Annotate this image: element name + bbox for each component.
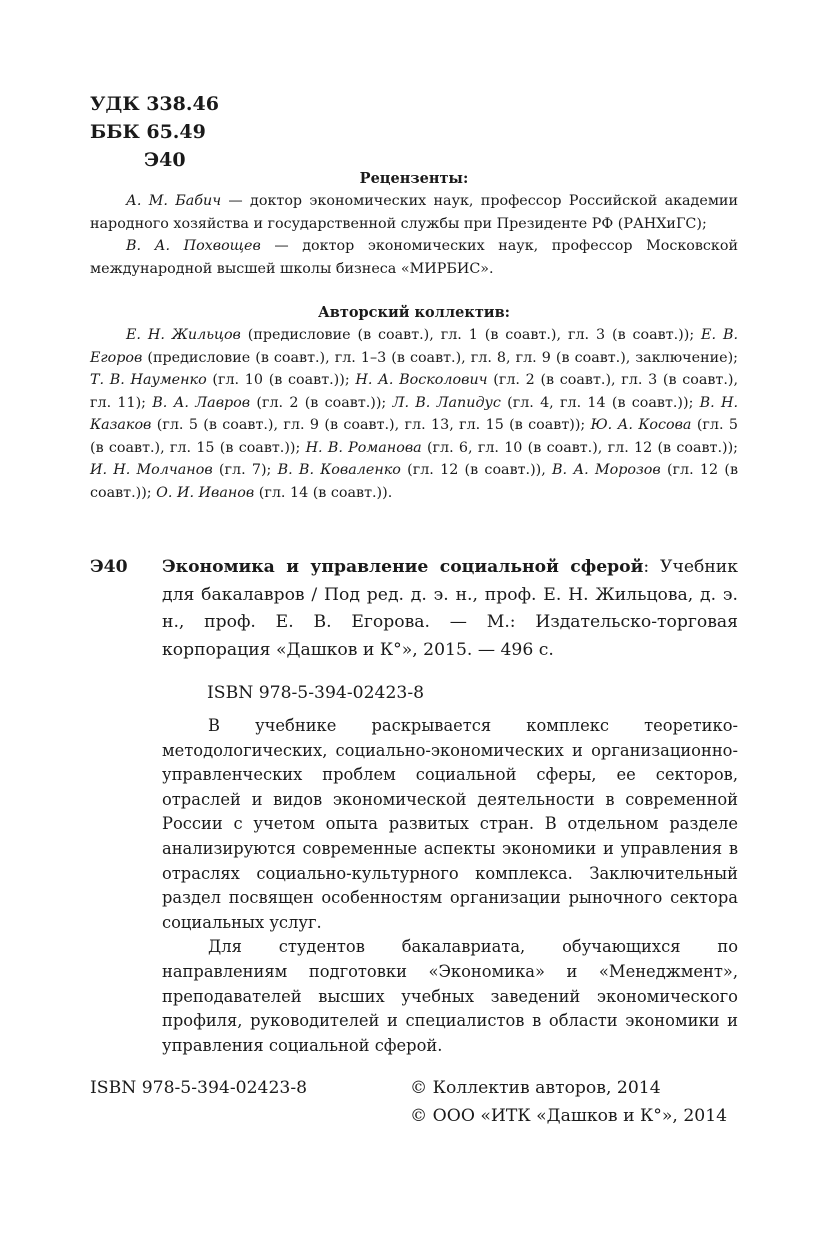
author-chapters: (гл. 4, гл. 14 (в соавт.)); bbox=[500, 394, 700, 411]
author-chapters: (гл. 5 (в соавт.), гл. 9 (в соавт.), гл. 13, гл. 15 (в соавт)); bbox=[151, 417, 591, 433]
author-chapters: (предисловие (в соавт.), гл. 1 (в соавт.), гл. 3 (в соавт.)); bbox=[240, 327, 702, 343]
author-chapters: (гл. 2 (в соавт.)); bbox=[250, 394, 393, 411]
reviewers-heading: Рецензенты: bbox=[359, 170, 469, 187]
card-code: Э40 bbox=[90, 557, 128, 577]
author-name: И. Н. Молчанов bbox=[90, 462, 213, 478]
reviewer-name: А. М. Бабич bbox=[126, 193, 222, 209]
footer-copyrights bbox=[410, 1075, 727, 1130]
authors-section bbox=[90, 302, 738, 504]
book-title: Экономика и управление социальной сферой bbox=[162, 557, 644, 577]
author-chapters: (гл. 12 (в соавт.)); bbox=[90, 462, 738, 501]
reviewer-1 bbox=[90, 190, 738, 235]
author-chapters: (предисловие (в соавт.), гл. 1–3 (в соавт.), гл. 8, гл. 9 (в соавт.), заключение); bbox=[142, 349, 738, 366]
author-chapters: (гл. 14 (в соавт.)). bbox=[254, 484, 393, 501]
reviewer-text: — доктор экономических наук, профессор Московской международной высшей школы бизнеса «МИРБИС». bbox=[90, 238, 738, 277]
annotation-paragraph-2: Для студентов бакалавриата, обучающихся по направлениям подготовки «Экономика» и «Менеджмент», преподавателей высших учебных заведений экономического профиля, руководителей и специалистов в области экономики и управления социальной сферой. bbox=[162, 937, 738, 1055]
author-name: В. А. Лавров bbox=[152, 394, 251, 411]
book-details: : Учебник для бакалавров / Под ред. д. э. н., проф. Е. Н. Жильцова, д. э. н., проф. Е. В. Егорова. — М.: Издательско-торговая корпорация «Дашков и К°», 2015. — 496 с. bbox=[162, 557, 738, 660]
reviewer-2 bbox=[90, 235, 738, 280]
author-name: Н. В. Романова bbox=[305, 439, 422, 456]
author-name: О. И. Иванов bbox=[156, 484, 255, 501]
author-name: Е. Н. Жильцов bbox=[126, 327, 241, 343]
author-name: Т. В. Науменко bbox=[90, 372, 207, 388]
udk-code: УДК 338.46 bbox=[90, 93, 219, 115]
authors-heading: Авторский коллектив: bbox=[318, 304, 510, 321]
card-isbn: ISBN 978-5-394-02423-8 bbox=[207, 683, 425, 703]
author-name: Л. В. Лапидус bbox=[392, 394, 501, 411]
author-name: Н. А. Восколович bbox=[355, 372, 488, 388]
annotation bbox=[162, 714, 738, 1058]
author-sign: Э40 bbox=[144, 149, 186, 171]
author-chapters: (гл. 12 (в соавт.)), bbox=[400, 462, 553, 478]
reviewer-text: — доктор экономических наук, профессор Российской академии народного хозяйства и государственной службы при Президенте РФ (РАНХиГС); bbox=[90, 193, 738, 232]
reviewers-section bbox=[90, 168, 738, 280]
copyright-publisher: © ООО «ИТК «Дашков и К°», 2014 bbox=[410, 1105, 728, 1126]
author-name: Е. В. Егоров bbox=[90, 327, 738, 366]
bbk-code: ББК 65.49 bbox=[90, 121, 206, 143]
annotation-paragraph-1: В учебнике раскрывается комплекс теоретико-методологических, социально-экономических и организационно-управленческих проблем социальной сферы, ее секторов, отраслей и видов экономической деятельности в современной России с учетом опыта развитых стран. В отдельном разделе анализируются современные аспекты экономики и управления в отраслях социально-культурного комплекса. Заключительный раздел посвящен особенностям организации рыночного сектора социальных услуг. bbox=[162, 716, 738, 932]
author-chapters: (гл. 2 (в соавт.), гл. 3 (в соавт.), гл. 11); bbox=[90, 372, 738, 411]
catalog-card bbox=[90, 554, 738, 664]
authors-list bbox=[90, 324, 738, 504]
reviewer-name: В. А. Похвощев bbox=[126, 238, 261, 254]
author-name: В. В. Коваленко bbox=[277, 462, 401, 478]
card-description bbox=[162, 554, 738, 664]
author-chapters: (гл. 10 (в соавт.)); bbox=[206, 372, 356, 388]
author-chapters: (гл. 5 (в соавт.), гл. 15 (в соавт.)); bbox=[90, 417, 739, 456]
classification-codes bbox=[90, 90, 219, 174]
author-name: Ю. А. Косова bbox=[590, 417, 692, 433]
author-name: В. А. Морозов bbox=[552, 462, 661, 478]
footer-isbn: ISBN 978-5-394-02423-8 bbox=[90, 1078, 308, 1098]
author-name: В. Н. Казаков bbox=[90, 394, 739, 433]
copyright-authors: © Коллектив авторов, 2014 bbox=[410, 1078, 661, 1098]
author-chapters: (гл. 7); bbox=[212, 462, 278, 478]
author-chapters: (гл. 6, гл. 10 (в соавт.), гл. 12 (в соавт.)); bbox=[421, 439, 738, 456]
